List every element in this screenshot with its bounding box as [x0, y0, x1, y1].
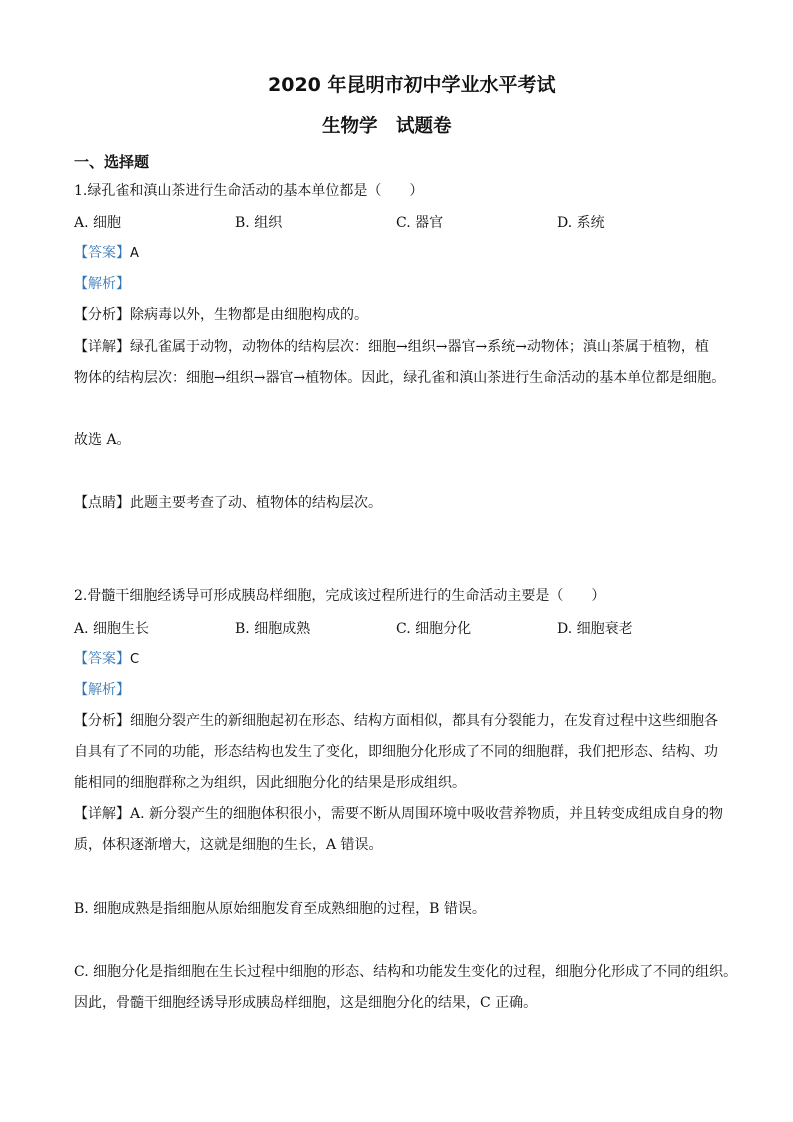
question-1-stem: 1.绿孔雀和滇山茶进行生命活动的基本单位都是（ ）	[74, 183, 424, 199]
q2-option-b-explanation: B. 细胞成熟是指细胞从原始细胞发育至成熟细胞的过程，B 错误。	[74, 901, 486, 917]
q2-option-a: A. 细胞生长	[74, 621, 150, 637]
q2-fenxi-line-1: 【分析】细胞分裂产生的新细胞起初在形态、结构方面相似，都具有分裂能力，在发育过程中这些细胞各	[74, 713, 718, 729]
q1-dianjing: 【点睛】此题主要考查了动、植物体的结构层次。	[74, 495, 382, 511]
q1-option-c: C. 器官	[396, 215, 444, 231]
q1-analysis-tag: 【解析】	[74, 276, 130, 292]
page-title: 2020 年昆明市初中学业水平考试	[268, 74, 556, 96]
q2-analysis-tag: 【解析】	[74, 682, 130, 698]
section-heading: 一、选择题	[74, 153, 150, 171]
page-subtitle: 生物学 试题卷	[322, 116, 452, 137]
q1-fenxi: 【分析】除病毒以外，生物都是由细胞构成的。	[74, 307, 368, 323]
q2-option-b: B. 细胞成熟	[235, 621, 311, 637]
q1-xiangjie-line-2: 物体的结构层次：细胞→组织→器官→植物体。因此，绿孔雀和滇山茶进行生命活动的基本单位都是细胞。	[74, 370, 726, 386]
q1-answer-line	[74, 243, 139, 264]
q1-choose: 故选 A。	[74, 432, 131, 448]
question-2-stem: 2.骨髓干细胞经诱导可形成胰岛样细胞，完成该过程所进行的生命活动主要是（ ）	[74, 588, 606, 604]
q2-fenxi-line-3: 能相同的细胞群称之为组织，因此细胞分化的结果是形成组织。	[74, 775, 466, 791]
q1-option-a: A. 细胞	[74, 215, 122, 231]
q2-answer-line	[74, 649, 139, 670]
q2-answer-value: C	[130, 652, 140, 667]
q2-option-d: D. 细胞衰老	[557, 621, 633, 637]
q2-answer-tag: 【答案】	[74, 651, 130, 667]
q2-option-c-explanation-2: 因此，骨髓干细胞经诱导形成胰岛样细胞，这是细胞分化的结果，C 正确。	[74, 995, 538, 1011]
q1-option-b: B. 组织	[235, 215, 283, 231]
q1-option-d: D. 系统	[557, 215, 605, 231]
q2-xiangjie-line-2: 质，体积逐渐增大，这就是细胞的生长，A 错误。	[74, 837, 383, 853]
q2-option-c: C. 细胞分化	[396, 621, 472, 637]
q2-xiangjie-line-1: 【详解】A. 新分裂产生的细胞体积很小，需要不断从周围环境中吸收营养物质，并且转变成组成自身的物	[74, 806, 724, 822]
q1-answer-tag: 【答案】	[74, 245, 130, 261]
q1-xiangjie-line-1: 【详解】绿孔雀属于动物，动物体的结构层次：细胞→组织→器官→系统→动物体；滇山茶属于植物，植	[74, 339, 709, 355]
q2-option-c-explanation-1: C. 细胞分化是指细胞在生长过程中细胞的形态、结构和功能发生变化的过程，细胞分化形成了不同的组织。	[74, 964, 738, 980]
q2-fenxi-line-2: 自具有了不同的功能，形态结构也发生了变化，即细胞分化形成了不同的细胞群，我们把形态、结构、功	[74, 744, 718, 760]
q1-answer-value: A	[130, 246, 139, 261]
